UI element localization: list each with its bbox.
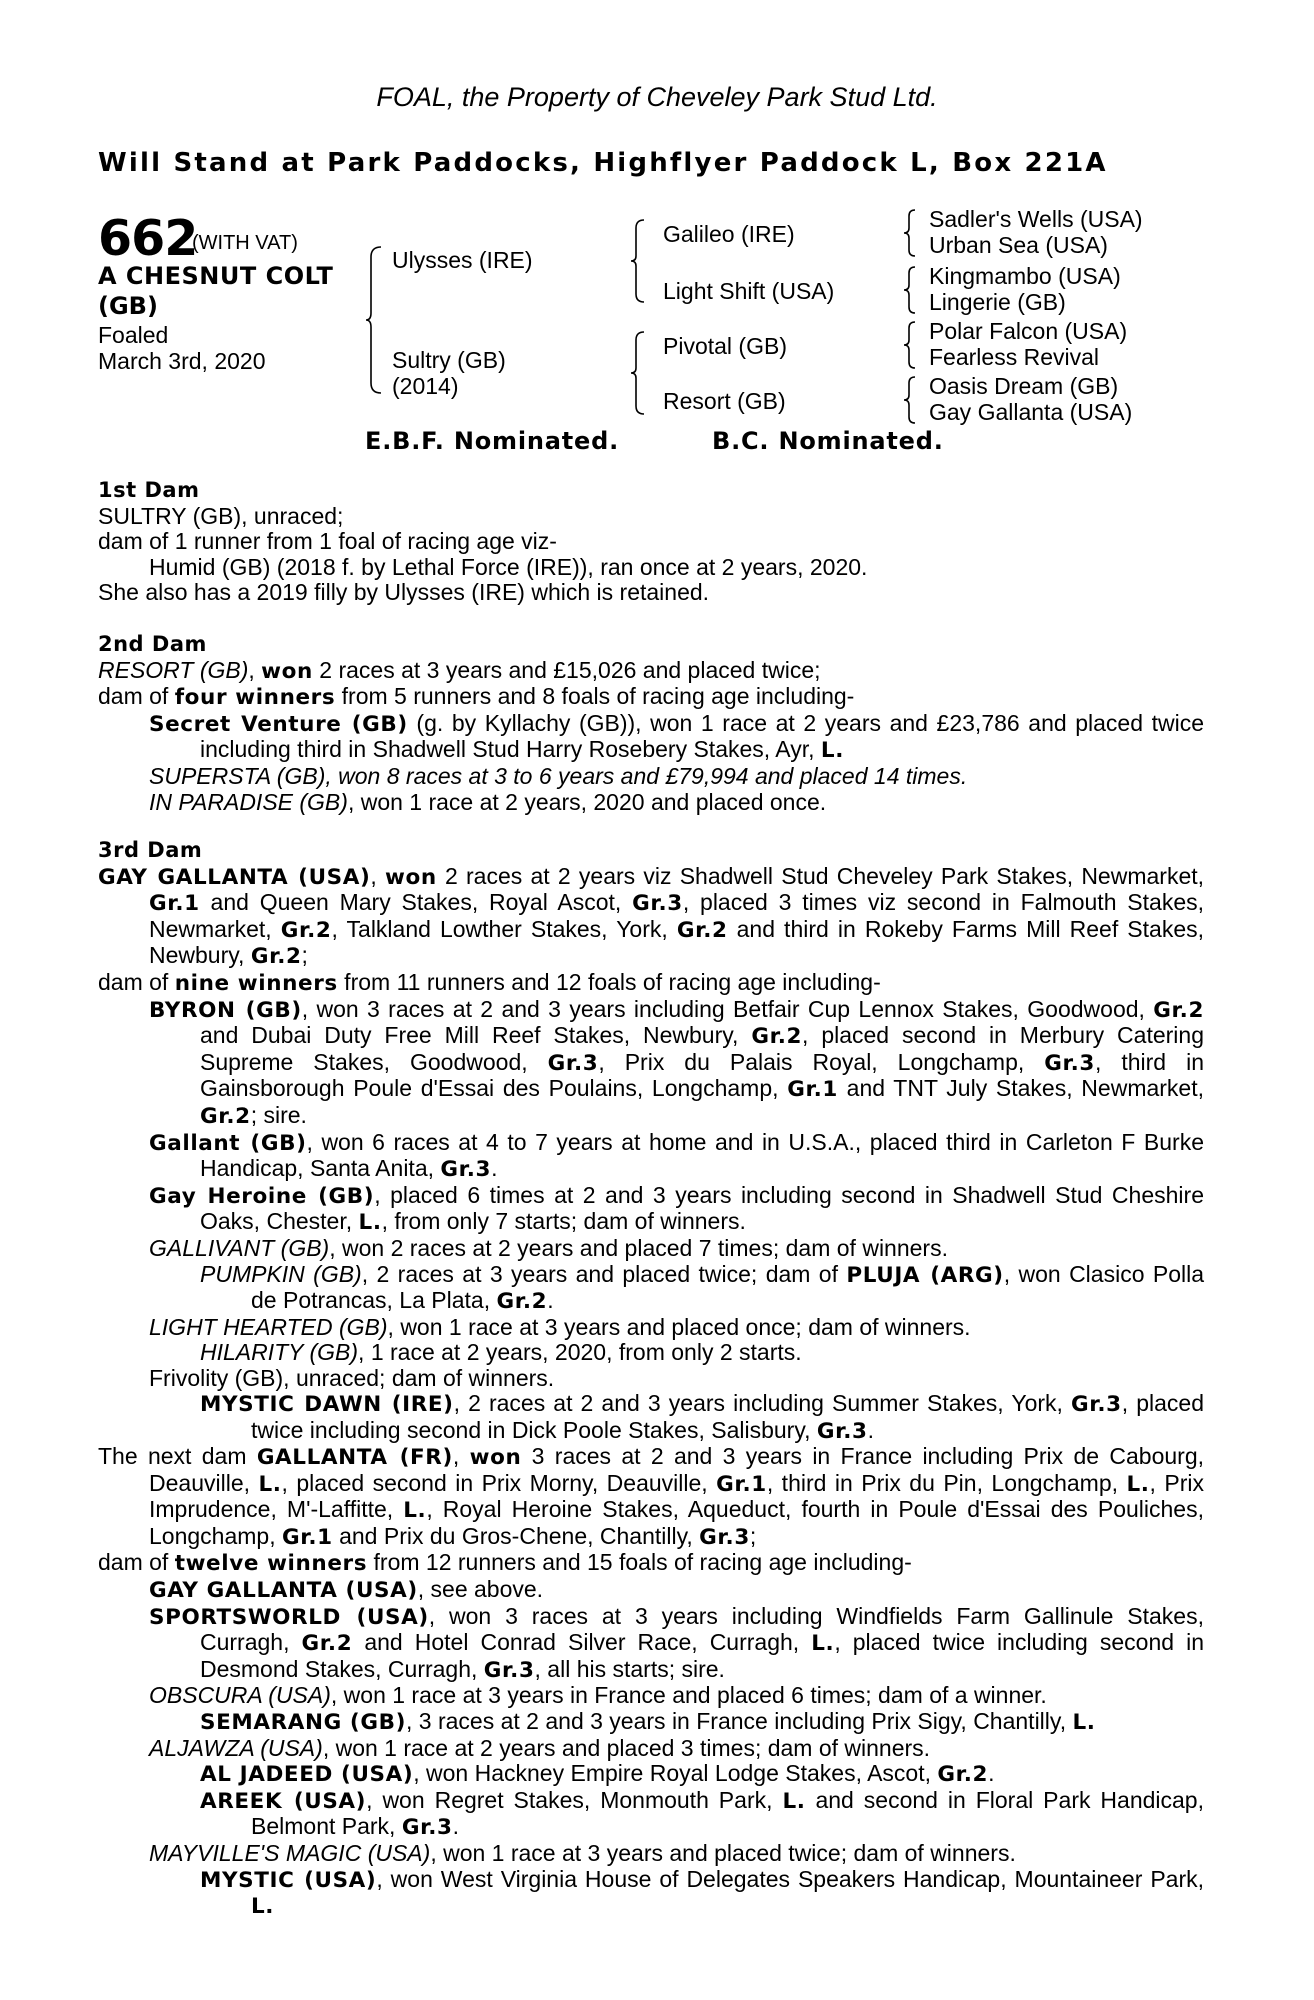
text: , won Hackney Empire Royal Lodge Stakes, Ascot, <box>413 1760 938 1787</box>
text: from 11 runners and 12 foals of racing age including- <box>337 968 881 995</box>
text: and Dubai Duty Free Mill Reef Stakes, Newbury, <box>200 1022 752 1049</box>
grade: Gr.1 <box>787 1077 838 1103</box>
text: , won 1 race at 2 years and placed 3 times; dam of winners. <box>322 1734 931 1761</box>
grade: Gr.1 <box>716 1471 767 1497</box>
text: , won 1 race at 2 years, 2020 and placed once. <box>347 788 827 815</box>
grade: L. <box>820 738 844 764</box>
won-label: won <box>385 864 437 890</box>
horse-name: PLUJA (ARG) <box>846 1262 1004 1288</box>
horse-name: MAYVILLE'S MAGIC (USA) <box>149 1839 431 1866</box>
grade: Gr.3 <box>483 1657 535 1683</box>
dam-note: She also has a 2019 filly by Ulysses (IRE) which is retained. <box>98 579 710 606</box>
produce-entry <box>98 1130 1204 1183</box>
lot-description: A CHESNUT COLT <box>98 262 334 290</box>
text: and second in Floral Park Handicap, Belmont Park, <box>251 1786 1204 1840</box>
sire-dam-name: Light Shift (USA) <box>663 278 835 304</box>
grade: Gr.2 <box>301 1631 353 1657</box>
dam-name: Sultry (GB) <box>392 347 506 373</box>
bc-nominated: B.C. Nominated. <box>712 427 944 455</box>
dam-dam-name: Resort (GB) <box>663 388 786 414</box>
horse-name: HILARITY (GB) <box>200 1339 359 1366</box>
text: , third in Gainsborough Poule d'Essai des Poulains, Longchamp, <box>200 1048 1204 1102</box>
grade: Gr.2 <box>751 1024 803 1050</box>
horse-name: AREEK (USA) <box>200 1788 367 1814</box>
text: from 12 runners and 15 foals of racing age including- <box>367 1549 912 1576</box>
grade: L. <box>782 1788 806 1814</box>
produce-entry <box>98 1262 1204 1315</box>
horse-name: SUPERSTA (GB) <box>149 762 326 789</box>
dam-line <box>98 1444 1204 1550</box>
text: , placed second in Merbury Catering Supreme Stakes, Goodwood, <box>200 1022 1204 1075</box>
text: , won 1 race at 3 years in France and placed 6 times; dam of a winner. <box>330 1682 1047 1709</box>
grade: Gr.3 <box>440 1157 492 1183</box>
winners-count: twelve winners <box>174 1551 368 1577</box>
grade: Gr.2 <box>280 917 332 943</box>
dam-sire-name: Pivotal (GB) <box>663 333 787 359</box>
text: (g. by Kyllachy (GB)), won 1 race at 2 years and £23,786 and placed twice including third in Shadwell Stud Harry Rosebery Stakes, Ayr, <box>200 709 1205 763</box>
ancestor-6: Fearless Revival <box>929 344 1099 370</box>
third-dam-section <box>98 838 1204 1445</box>
ancestor-1: Sadler's Wells (USA) <box>929 206 1143 232</box>
horse-name: GALLIVANT (GB) <box>149 1234 330 1261</box>
text: 2 races at 2 years viz Shadwell Stud Cheveley Park Stakes, Newmarket, <box>436 862 1205 889</box>
produce-entry <box>98 1236 1204 1262</box>
text: , third in Prix du Pin, Longchamp, <box>766 1469 1127 1496</box>
won-label: won <box>469 1445 522 1470</box>
produce-entry <box>98 1867 1204 1920</box>
produce-entry <box>98 1577 1204 1604</box>
horse-name: PUMPKIN (GB) <box>200 1260 362 1287</box>
text: . <box>547 1287 554 1314</box>
text: and Hotel Conrad Silver Race, Curragh, <box>352 1629 812 1656</box>
horse-name: OBSCURA (USA) <box>149 1682 331 1709</box>
ancestor-7: Oasis Dream (GB) <box>929 373 1119 399</box>
dam-line <box>98 864 1204 970</box>
text: The next dam <box>98 1443 257 1469</box>
grade: Gr.3 <box>401 1815 453 1841</box>
produce-entry <box>98 790 1204 816</box>
text: ; <box>301 942 308 969</box>
horse-name: MYSTIC DAWN (IRE) <box>200 1392 454 1418</box>
produce-entry <box>98 1391 1204 1444</box>
grade: Gr.3 <box>632 891 683 917</box>
text: , Prix du Palais Royal, Longchamp, <box>598 1048 1045 1075</box>
text: , Talkland Lowther Stakes, York, <box>331 915 677 942</box>
produce-entry <box>98 1683 1204 1709</box>
text: ; <box>749 1522 757 1549</box>
dam-parents-brace <box>630 330 648 416</box>
grade: Gr.3 <box>816 1419 868 1445</box>
horse-name: IN PARADISE (GB) <box>149 788 348 815</box>
text: . <box>491 1155 498 1182</box>
text: , <box>248 656 262 683</box>
horse-name: ALJAWZA (USA) <box>149 1734 323 1761</box>
text: 3 races at 2 and 3 years in France including Prix de Cabourg, Deauville, <box>149 1443 1205 1496</box>
produce-entry <box>98 1761 1204 1788</box>
produce-entry <box>98 1788 1204 1841</box>
text: , placed second in Prix Morny, Deauville, <box>281 1469 717 1496</box>
produce-entry <box>98 1841 1204 1867</box>
produce-entry <box>98 1736 1204 1762</box>
text: , won 8 races at 3 to 6 years and £79,994 and placed 14 times. <box>325 762 968 789</box>
text: , placed twice including second in Dick Poole Stakes, Salisbury, <box>251 1390 1204 1444</box>
text: , placed 6 times at 2 and 3 years including second in Shadwell Stud Cheshire Oaks, Chester, <box>200 1181 1204 1235</box>
text: , all his starts; sire. <box>534 1655 725 1682</box>
sire-sire-name: Galileo (IRE) <box>663 221 795 247</box>
text: , from only 7 starts; dam of winners. <box>381 1208 746 1235</box>
horse-name: Secret Venture (GB) <box>149 711 408 737</box>
text: , placed twice including second in Desmond Stakes, Curragh, <box>200 1629 1205 1682</box>
vat-note: (WITH VAT) <box>192 232 298 254</box>
won-label: won <box>261 658 313 684</box>
text: dam of <box>98 683 175 710</box>
grade: L. <box>358 1210 382 1236</box>
text: , Prix Imprudence, M'-Laffitte, <box>149 1469 1204 1523</box>
text: , won West Virginia House of Delegates Speakers Handicap, Mountaineer Park, <box>376 1865 1204 1892</box>
produce-entry <box>98 1709 1204 1736</box>
section-heading: 1st Dam <box>98 478 200 502</box>
produce-entry <box>98 997 1204 1130</box>
text: dam of <box>98 1549 175 1576</box>
dam-produce-line: dam of 1 runner from 1 foal of racing age viz- <box>98 528 557 555</box>
brace-g2 <box>903 265 917 315</box>
dam-year: (2014) <box>392 373 459 399</box>
grade: L. <box>811 1631 835 1657</box>
text: , won Clasico Polla de Potrancas, La Plata, <box>251 1260 1205 1314</box>
ancestor-3: Kingmambo (USA) <box>929 263 1121 289</box>
foaled-label: Foaled <box>98 322 169 348</box>
text: ; sire. <box>250 1101 307 1128</box>
text: . <box>988 1760 995 1787</box>
horse-name: GAY GALLANTA (USA) <box>149 1577 418 1603</box>
text: , 2 races at 3 years and placed twice; dam of <box>361 1260 847 1287</box>
brace-g4 <box>903 375 917 425</box>
grade: L. <box>251 1894 275 1920</box>
text: . <box>867 1417 875 1444</box>
next-dam-section <box>98 1444 1204 1920</box>
horse-name: Gay Heroine (GB) <box>149 1183 375 1209</box>
horse-name: GAY GALLANTA (USA) <box>98 864 371 890</box>
produce-entry: Humid (GB) (2018 f. by Lethal Force (IRE)), ran once at 2 years, 2020. <box>149 553 868 580</box>
produce-entry <box>98 764 1204 790</box>
page-title: FOAL, the Property of Cheveley Park Stud Ltd. <box>376 82 938 112</box>
grade: L. <box>403 1498 427 1524</box>
stabling-location: Will Stand at Park Paddocks, Highflyer Paddock L, Box 221A <box>98 148 1108 178</box>
grade: Gr.3 <box>1044 1050 1095 1076</box>
produce-entry <box>98 1315 1204 1341</box>
sire-name: Ulysses (IRE) <box>392 247 533 273</box>
grade: Gr.1 <box>149 891 200 917</box>
text: , Royal Heroine Stakes, Aqueduct, fourth in Poule d'Essai des Pouliches, Longchamp, <box>149 1496 1204 1549</box>
grade: Gr.2 <box>676 917 728 943</box>
lot-number: 662 <box>98 210 198 267</box>
dam-produce-line <box>98 970 1204 997</box>
produce-entry <box>98 1604 1204 1684</box>
grade: Gr.2 <box>937 1762 989 1788</box>
text: 2 races at 3 years and £15,026 and placed twice; <box>312 656 821 683</box>
section-heading: 2nd Dam <box>98 632 207 656</box>
dam-produce-line <box>98 684 1204 711</box>
text: , won Regret Stakes, Monmouth Park, <box>366 1786 783 1813</box>
text: from 5 runners and 8 foals of racing age including- <box>335 683 855 710</box>
text: , won 1 race at 3 years and placed twice; dam of winners. <box>430 1839 1016 1866</box>
horse-name: AL JADEED (USA) <box>200 1762 414 1788</box>
dam-line <box>98 658 1204 685</box>
text: and third in Rokeby Farms Mill Reef Stakes, Newbury, <box>149 915 1204 969</box>
text: , 2 races at 2 and 3 years including Summer Stakes, York, <box>453 1390 1072 1417</box>
text: , won 3 races at 2 and 3 years including Betfair Cup Lennox Stakes, Goodwood, <box>301 995 1154 1022</box>
ancestor-8: Gay Gallanta (USA) <box>929 399 1133 425</box>
text: . <box>452 1813 459 1840</box>
ebf-nominated: E.B.F. Nominated. <box>365 427 619 455</box>
produce-entry <box>98 1183 1204 1236</box>
text: , 3 races at 2 and 3 years in France including Prix Sigy, Chantilly, <box>406 1707 1073 1734</box>
text: , <box>452 1443 470 1469</box>
text: , won 1 race at 3 years and placed once; dam of winners. <box>387 1313 971 1340</box>
grade: Gr.2 <box>200 1103 251 1129</box>
grade: Gr.3 <box>699 1524 750 1550</box>
text: , see above. <box>417 1575 544 1602</box>
ancestor-2: Urban Sea (USA) <box>929 232 1108 258</box>
second-dam-section <box>98 632 1204 815</box>
text: , <box>370 862 386 889</box>
text: , won 3 races at 3 years including Windfields Farm Gallinule Stakes, Curragh, <box>200 1602 1204 1656</box>
first-dam-section <box>98 478 1204 606</box>
produce-entry: Frivolity (GB), unraced; dam of winners. <box>149 1364 555 1391</box>
ancestor-5: Polar Falcon (USA) <box>929 318 1128 344</box>
grade: L. <box>258 1471 282 1497</box>
ancestor-4: Lingerie (GB) <box>929 289 1066 315</box>
grade: L. <box>1072 1709 1096 1735</box>
grade: Gr.2 <box>496 1289 548 1315</box>
horse-name: SPORTSWORLD (USA) <box>149 1604 429 1630</box>
horse-name: MYSTIC (USA) <box>200 1867 377 1893</box>
horse-name: SEMARANG (GB) <box>200 1709 407 1735</box>
grade: Gr.2 <box>1153 997 1205 1023</box>
text: , 1 race at 2 years, 2020, from only 2 starts. <box>358 1339 802 1366</box>
horse-name: Gallant (GB) <box>149 1130 307 1156</box>
dam-produce-line <box>98 1550 1204 1577</box>
text: and Queen Mary Stakes, Royal Ascot, <box>199 889 633 916</box>
grade: Gr.2 <box>250 944 302 970</box>
foaled-date: March 3rd, 2020 <box>98 348 266 374</box>
winners-count: nine winners <box>174 970 338 996</box>
grade: L. <box>1126 1471 1150 1497</box>
text: and Prix du Gros-Chene, Chantilly, <box>332 1522 700 1549</box>
section-heading: 3rd Dam <box>98 838 203 862</box>
text: , won 2 races at 2 years and placed 7 times; dam of winners. <box>329 1234 948 1261</box>
brace-g1 <box>903 208 917 258</box>
produce-entry <box>98 711 1204 764</box>
horse-name: BYRON (GB) <box>149 997 302 1023</box>
produce-entry <box>98 1340 1204 1366</box>
sire-parents-brace <box>630 218 648 304</box>
dam-line: SULTRY (GB), unraced; <box>98 502 344 529</box>
grade: Gr.3 <box>547 1050 599 1076</box>
text: dam of <box>98 968 175 995</box>
grade: Gr.3 <box>1071 1392 1122 1418</box>
horse-name: GALLANTA (FR) <box>256 1445 453 1470</box>
grade: Gr.1 <box>281 1524 333 1550</box>
horse-name: LIGHT HEARTED (GB) <box>149 1313 388 1340</box>
sire-dam-brace <box>365 245 387 395</box>
lot-description-country: (GB) <box>98 292 158 320</box>
winners-count: four winners <box>174 685 336 711</box>
brace-g3 <box>903 320 917 370</box>
text: , placed 3 times viz second in Falmouth Stakes, Newmarket, <box>149 889 1204 942</box>
horse-name: RESORT (GB) <box>98 656 249 683</box>
text: , won 6 races at 4 to 7 years at home and in U.S.A., placed third in Carleton F Burke Handicap, Santa Anita, <box>200 1128 1204 1182</box>
text: and TNT July Stakes, Newmarket, <box>837 1075 1204 1102</box>
